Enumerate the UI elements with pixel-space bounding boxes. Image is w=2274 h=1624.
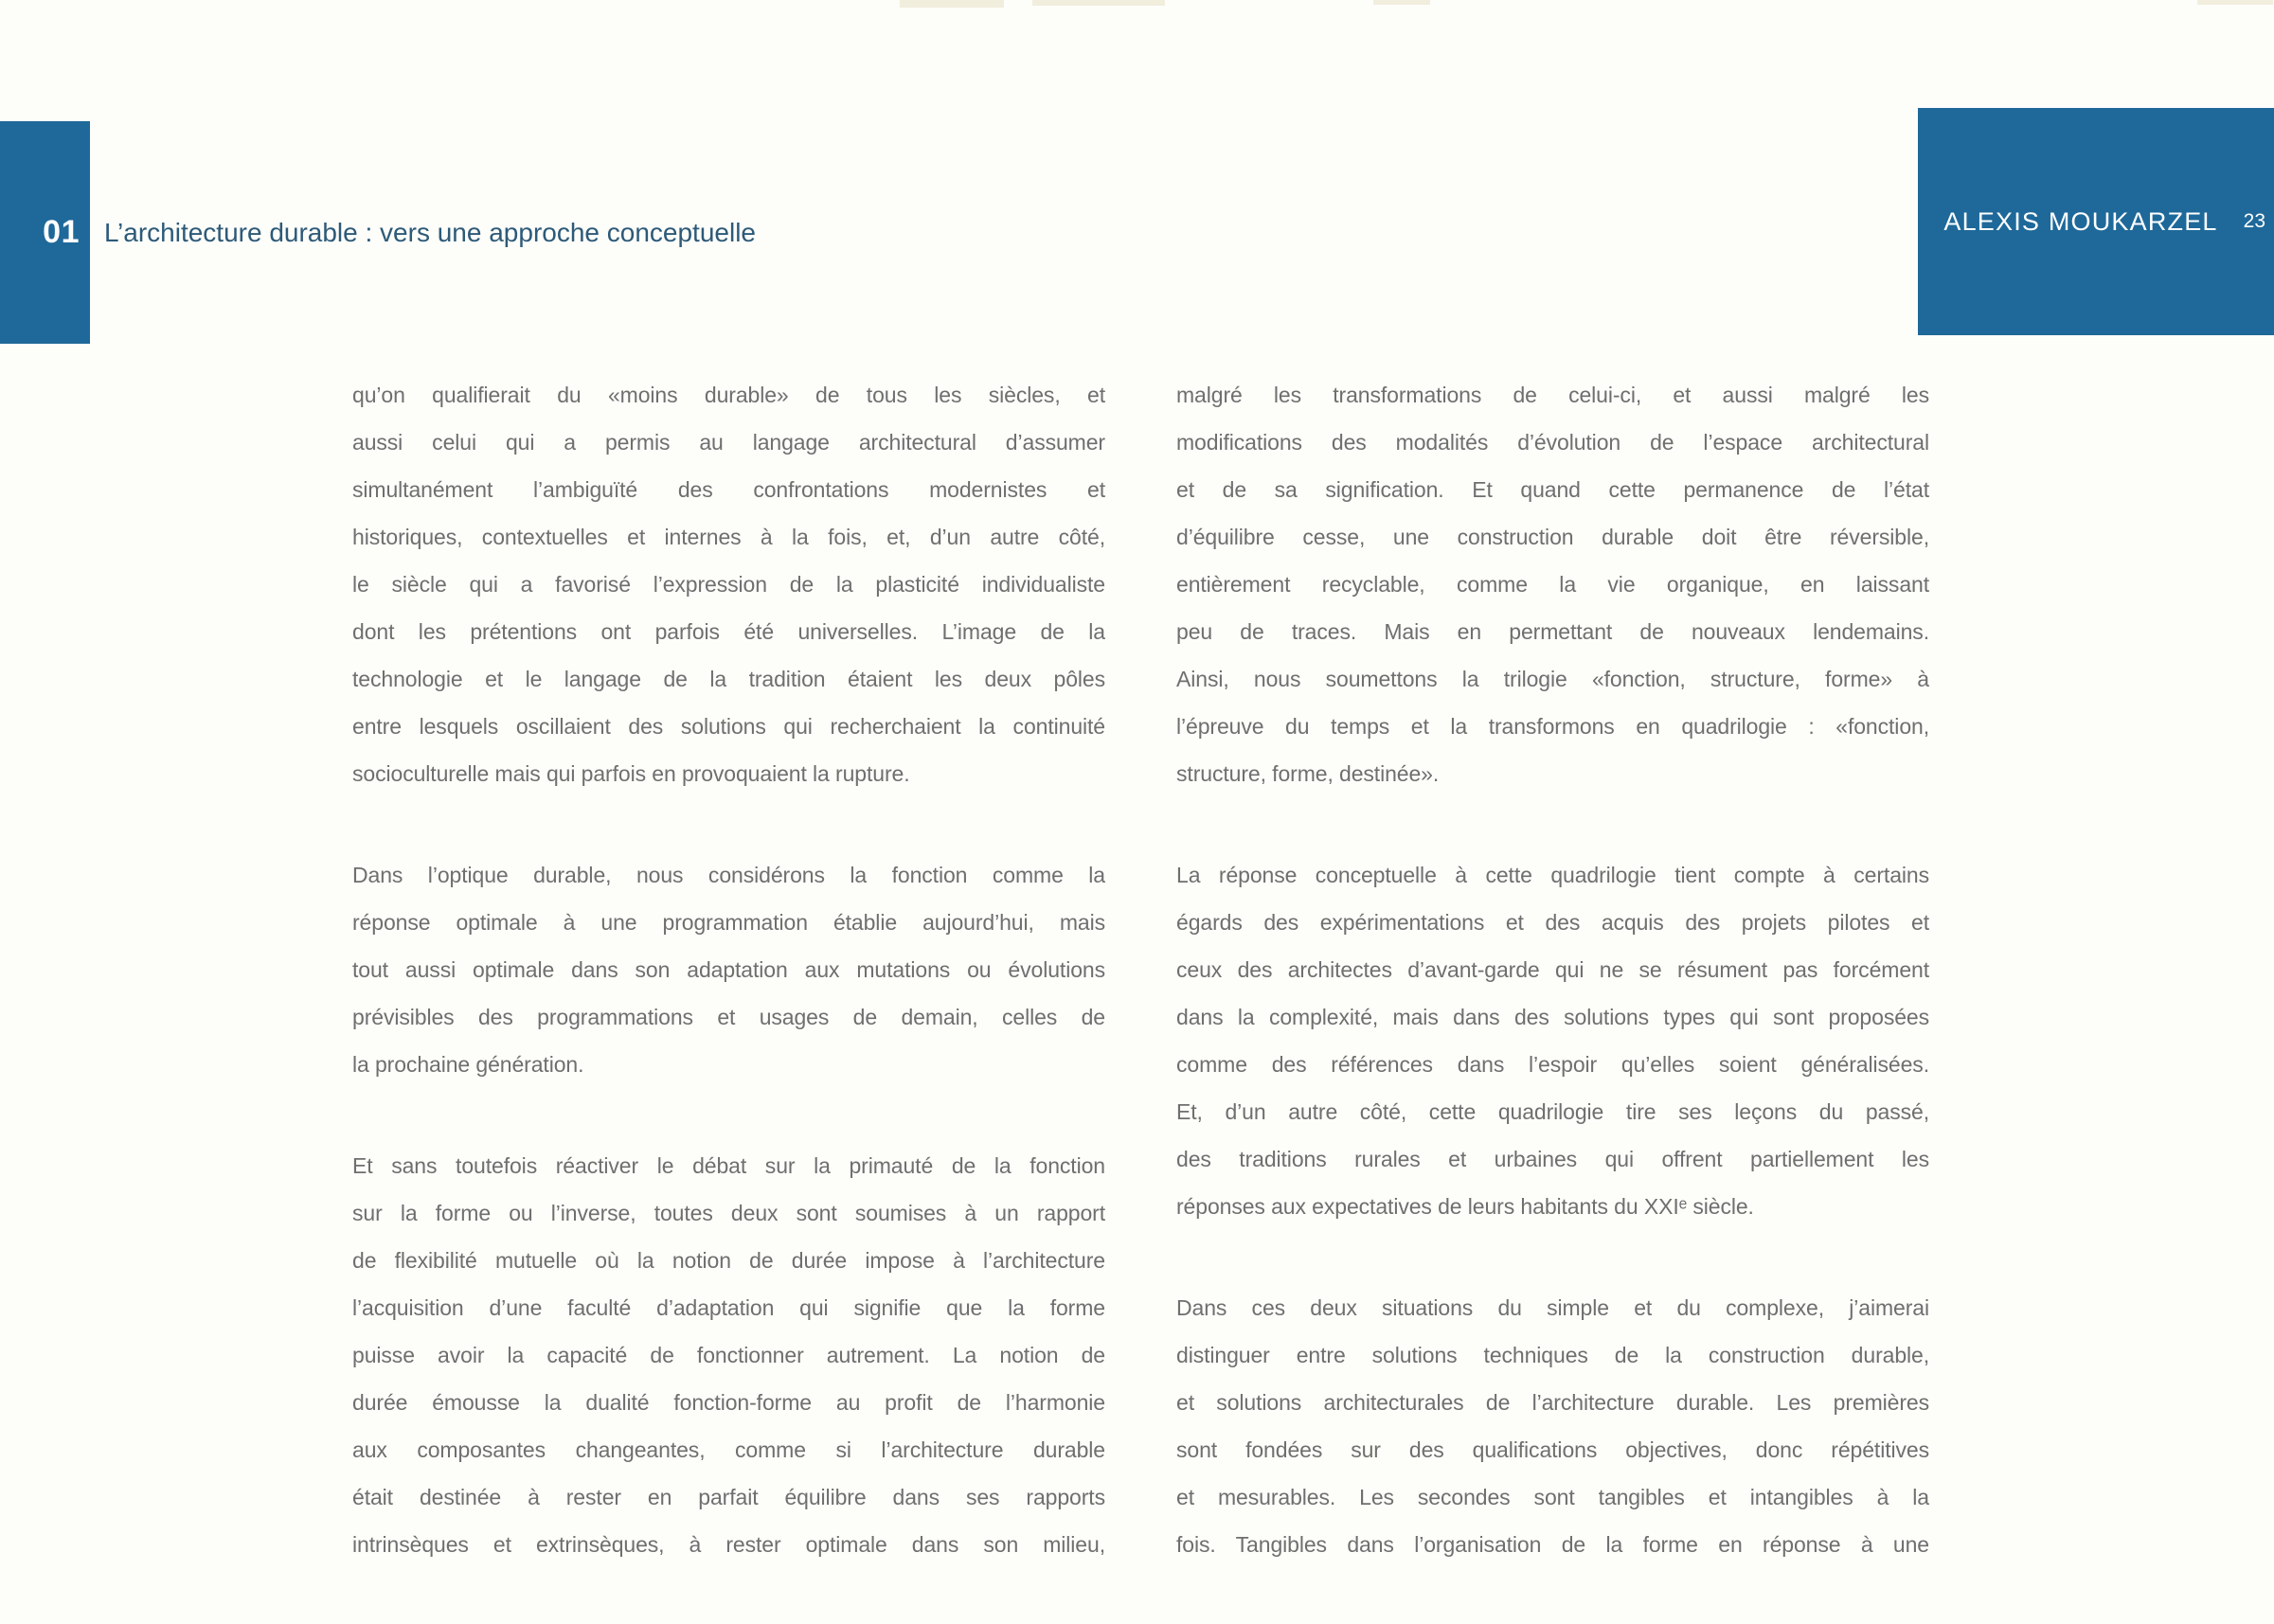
text-line: Et, d’un autre côté, cette quadrilogie tire ses leçons du passé, (1176, 1099, 1929, 1124)
scan-artifact (900, 0, 1004, 8)
paragraph (352, 1142, 1105, 1568)
text-line: égards des expérimentations et des acquis des projets pilotes et (1176, 910, 1929, 935)
text-line: la prochaine génération. (352, 1052, 584, 1077)
text-line: Dans l’optique durable, nous considérons la fonction comme la (352, 863, 1105, 887)
text-line: réponse optimale à une programmation établie aujourd’hui, mais (352, 910, 1105, 935)
text-line: puisse avoir la capacité de fonctionner autrement. La notion de (352, 1343, 1105, 1367)
author-header-box (1918, 108, 2274, 335)
text-line: entre lesquels oscillaient des solutions qui recherchaient la continuité (352, 714, 1105, 739)
text-column-left (352, 371, 1105, 1568)
text-line: tout aussi optimale dans son adaptation aux mutations ou évolutions (352, 957, 1105, 982)
text-line: réponses aux expectatives de leurs habitants du XXIᵉ siècle. (1176, 1194, 1754, 1219)
chapter-title: L’architecture durable : vers une approche conceptuelle (104, 218, 756, 247)
text-line: technologie et le langage de la tradition étaient les deux pôles (352, 667, 1105, 691)
text-line: le siècle qui a favorisé l’expression de la plasticité individualiste (352, 572, 1105, 597)
text-line: dont les prétentions ont parfois été universelles. L’image de la (352, 619, 1105, 644)
text-line: l’épreuve du temps et la transformons en quadrilogie : «fonction, (1176, 714, 1929, 739)
author-name: ALEXIS MOUKARZEL (1943, 206, 2218, 236)
text-line: de flexibilité mutuelle où la notion de durée impose à l’architecture (352, 1248, 1105, 1273)
text-line: était destinée à rester en parfait équilibre dans ses rapports (352, 1485, 1105, 1509)
text-line: sur la forme ou l’inverse, toutes deux sont soumises à un rapport (352, 1201, 1105, 1225)
text-line: modifications des modalités d’évolution de l’espace architectural (1176, 430, 1929, 455)
scan-artifact (1373, 0, 1430, 5)
text-line: durée émousse la dualité fonction-forme au profit de l’harmonie (352, 1390, 1105, 1415)
text-line: malgré les transformations de celui-ci, et aussi malgré les (1176, 383, 1929, 407)
text-line: historiques, contextuelles et internes à la fois, et, d’un autre côté, (352, 525, 1105, 549)
text-line: Ainsi, nous soumettons la trilogie «fonction, structure, forme» à (1176, 667, 1929, 691)
text-line: socioculturelle mais qui parfois en provoquaient la rupture. (352, 761, 910, 786)
text-line: entièrement recyclable, comme la vie organique, en laissant (1176, 572, 1929, 597)
scan-artifact (1032, 0, 1165, 6)
text-line: aussi celui qui a permis au langage architectural d’assumer (352, 430, 1105, 455)
text-line: fois. Tangibles dans l’organisation de la forme en réponse à une (1176, 1532, 1929, 1557)
text-line: et solutions architecturales de l’architecture durable. Les premières (1176, 1390, 1929, 1415)
text-line: ceux des architectes d’avant-garde qui ne se résument pas forcément (1176, 957, 1929, 982)
text-line: comme des références dans l’espoir qu’elles soient généralisées. (1176, 1052, 1929, 1077)
text-line: prévisibles des programmations et usages de demain, celles de (352, 1005, 1105, 1029)
paragraph (352, 851, 1105, 1088)
paragraph (1176, 1284, 1929, 1568)
text-line: sont fondées sur des qualifications objectives, donc répétitives (1176, 1437, 1929, 1462)
text-line: et mesurables. Les secondes sont tangibles et intangibles à la (1176, 1485, 1929, 1509)
paragraph (1176, 371, 1929, 797)
text-line: d’équilibre cesse, une construction durable doit être réversible, (1176, 525, 1929, 549)
text-line: dans la complexité, mais dans des solutions types qui sont proposées (1176, 1005, 1929, 1029)
text-line: La réponse conceptuelle à cette quadrilogie tient compte à certains (1176, 863, 1929, 887)
text-line: Et sans toutefois réactiver le débat sur la primauté de la fonction (352, 1153, 1105, 1178)
chapter-number-box (0, 121, 90, 344)
text-line: intrinsèques et extrinsèques, à rester optimale dans son milieu, (352, 1532, 1105, 1557)
text-line: et de sa signification. Et quand cette permanence de l’état (1176, 477, 1929, 502)
page-number: 23 (2243, 210, 2265, 232)
text-line: des traditions rurales et urbaines qui offrent partiellement les (1176, 1147, 1929, 1171)
text-line: peu de traces. Mais en permettant de nouveaux lendemains. (1176, 619, 1929, 644)
scan-artifact (2197, 0, 2273, 5)
text-line: Dans ces deux situations du simple et du complexe, j’aimerai (1176, 1295, 1929, 1320)
text-line: simultanément l’ambiguïté des confrontations modernistes et (352, 477, 1105, 502)
text-column-right (1176, 371, 1929, 1568)
text-line: l’acquisition d’une faculté d’adaptation qui signifie que la forme (352, 1295, 1105, 1320)
paragraph (352, 371, 1105, 797)
paragraph (1176, 851, 1929, 1230)
text-line: qu’on qualifierait du «moins durable» de tous les siècles, et (352, 383, 1105, 407)
chapter-number: 01 (43, 214, 80, 250)
text-line: structure, forme, destinée». (1176, 761, 1440, 786)
text-line: aux composantes changeantes, comme si l’architecture durable (352, 1437, 1105, 1462)
text-line: distinguer entre solutions techniques de la construction durable, (1176, 1343, 1929, 1367)
